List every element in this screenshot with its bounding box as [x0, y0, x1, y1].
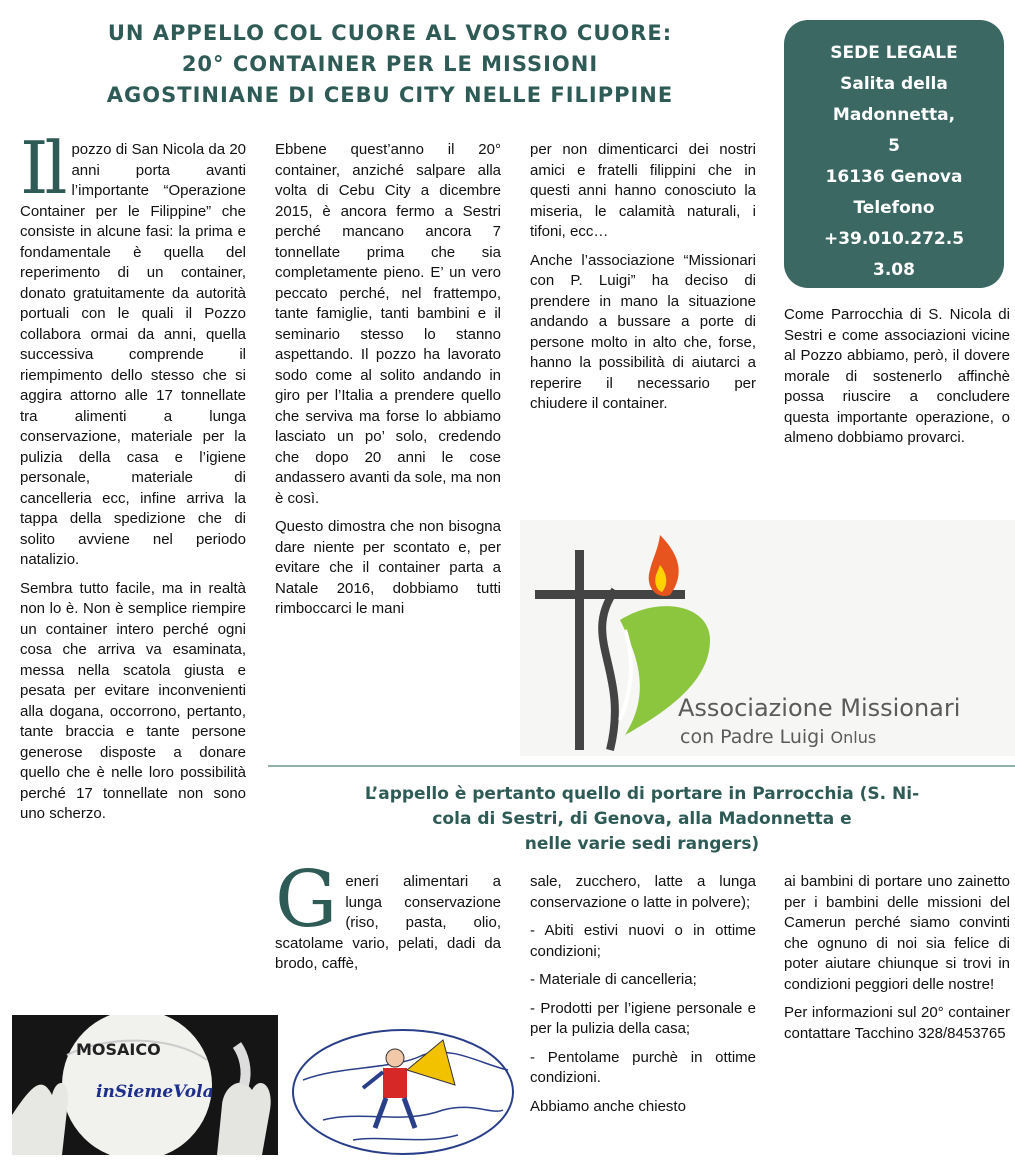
- headline: [20, 18, 760, 111]
- ball-label-insiemevola: inSiemeVola: [96, 1082, 214, 1102]
- paragraph: Ebbene quest’anno il 20° container, anziché salpare alla volta di Cebu City a dicembre 2015, è ancora fermo a Sestri perché mancano ancora 7 tonnellate prima che sia completamente pieno. E’ un vero peccato perché, nel frattempo, tante famiglie, tanti bambini e il seminario stesso lo stanno aspettando. Il pozzo ha lavorato sodo come al solito andando in giro per l’Italia a prendere quello che serviva ma forse lo abbiamo lasciato un po’ solo, credendo che dopo 20 anni le cose andassero avanti da sole, ma non è così.: [275, 141, 501, 507]
- sede-line: Salita della: [840, 74, 948, 94]
- scout-globe-icon: [283, 1010, 523, 1165]
- list-column-2: [530, 872, 756, 1125]
- paragraph: Come Parrocchia di S. Nicola di Sestri e come associazioni vicine al Pozzo abbiamo, però, il dovere morale di sostenerlo affinchè possa riuscire a concludere questa importante operazione, o almeno dobbiamo provarci.: [784, 306, 1010, 446]
- sede-line: Telefono: [853, 198, 935, 218]
- sede-line: Madonnetta,: [832, 105, 956, 125]
- paragraph-text: pozzo di San Nicola da 20 anni porta avanti l’importante “Operazione Container per le Filippine” che consiste in alcune fasi: la prima e fondamentale è quella del reperimento di un container, donato gratuitamente da autorità portuali con le quali il Pozzo collabora ormai da anni, quella successiva comprende il riempimento dello stesso che si aggira attorno alle 17 tonnellate tra alimenti a lunga conservazione, materiale per la pulizia della casa e l’igiene personale, materiale di cancelleria ecc, infine arriva la tappa della spedizione che di solito avviene nel periodo natalizio.: [20, 141, 246, 568]
- paragraph: sale, zucchero, latte a lunga conservazione o latte in polvere);: [530, 873, 756, 911]
- logo-title: Associazione Missionari: [678, 694, 961, 722]
- logo-subtitle-main: con Padre Luigi: [680, 726, 825, 748]
- headline-line-2: 20° CONTAINER PER LE MISSIONI: [181, 52, 599, 76]
- sede-line: 3.08: [873, 260, 915, 280]
- list-item: - Prodotti per l’igiene personale e per la pulizia della casa;: [530, 999, 756, 1037]
- list-column-1: [275, 855, 501, 983]
- paragraph: Questo dimostra che non bisogna dare niente per scontato e, per evitare che il container parta a Natale 2016, dobbiamo tutti rimboccarci le mani: [275, 518, 501, 617]
- paragraph: Abbiamo anche chiesto: [530, 1097, 686, 1115]
- headline-line-3: AGOSTINIANE DI CEBU CITY NELLE FILIPPINE: [106, 83, 674, 107]
- sede-line: +39.010.272.5: [823, 229, 965, 249]
- list-item: - Abiti estivi nuovi o in ottime condizioni;: [530, 922, 756, 960]
- logo-subtitle-small: Onlus: [830, 728, 877, 747]
- logo-subtitle: [680, 726, 876, 748]
- paragraph: ai bambini di portare uno zainetto per i bambini delle missioni del Camerun perché siamo convinti che ognuno di noi sia felice di poter aiutare chiunque si trovi in condizioni peggiori delle nostre!: [784, 873, 1010, 993]
- appello-line-3: nelle varie sedi rangers): [524, 834, 760, 854]
- paragraph: [20, 126, 246, 571]
- headline-line-1: UN APPELLO COL CUORE AL VOSTRO CUORE:: [107, 21, 673, 45]
- paragraph: [275, 855, 501, 975]
- list-item: - Pentolame purchè in ottime condizioni.: [530, 1048, 756, 1086]
- paragraph: Sembra tutto facile, ma in realtà non lo è. Non è semplice riempire un container intero perché ogni cosa che arriva va esaminata, messa nella scatola giusta e pesata per evitare inconvenienti alla dogana, occorrono, pertanto, tante braccia e tante persone generose disposte a donare quello che è nelle loro possibilità perché 17 tonnellate non sono uno scherzo.: [20, 579, 246, 822]
- drop-cap: G: [275, 855, 338, 945]
- sede-legale-box: [784, 20, 1004, 288]
- list-column-3: [784, 872, 1010, 1052]
- sede-line: SEDE LEGALE: [830, 43, 958, 63]
- appello-line-2: cola di Sestri, di Genova, alla Madonnetta e: [432, 809, 852, 829]
- article-column-4: [784, 305, 1010, 457]
- sede-line: 16136 Genova: [825, 167, 963, 187]
- appello-heading: [272, 782, 1012, 857]
- article-column-1: [20, 126, 246, 833]
- ball-label-mosaico: MOSAICO: [76, 1040, 161, 1059]
- article-column-2: [275, 140, 501, 628]
- appello-line-1: L’appello è pertanto quello di portare in Parrocchia (S. Ni-: [364, 784, 920, 804]
- list-item: - Materiale di cancelleria;: [530, 971, 697, 988]
- paragraph: per non dimenticarci dei nostri amici e fratelli filippini che in questi anni hanno conosciuto la miseria, le calamità naturali, i tifoni, ecc…: [530, 141, 756, 240]
- section-divider: [268, 765, 1015, 767]
- paragraph: Per informazioni sul 20° container contattare Tacchino 328/8453765: [784, 1004, 1010, 1042]
- sede-line: 5: [888, 136, 900, 156]
- article-column-3: [530, 140, 756, 423]
- scout-drawing: [283, 1010, 523, 1165]
- paragraph-text: eneri alimentari a lunga conservazione (riso, pasta, olio, scatolame vario, pelati, dadi da brodo, caffè,: [275, 873, 501, 972]
- drop-cap: Il: [20, 126, 64, 210]
- paragraph: Anche l’associazione “Missionari con P. Luigi” ha deciso di prendere in mano la situazione andando a bussare a porte di persone molto in alto che, forse, hanno la possibilità di aiutarci a reperire il necessario per chiudere il container.: [530, 251, 756, 412]
